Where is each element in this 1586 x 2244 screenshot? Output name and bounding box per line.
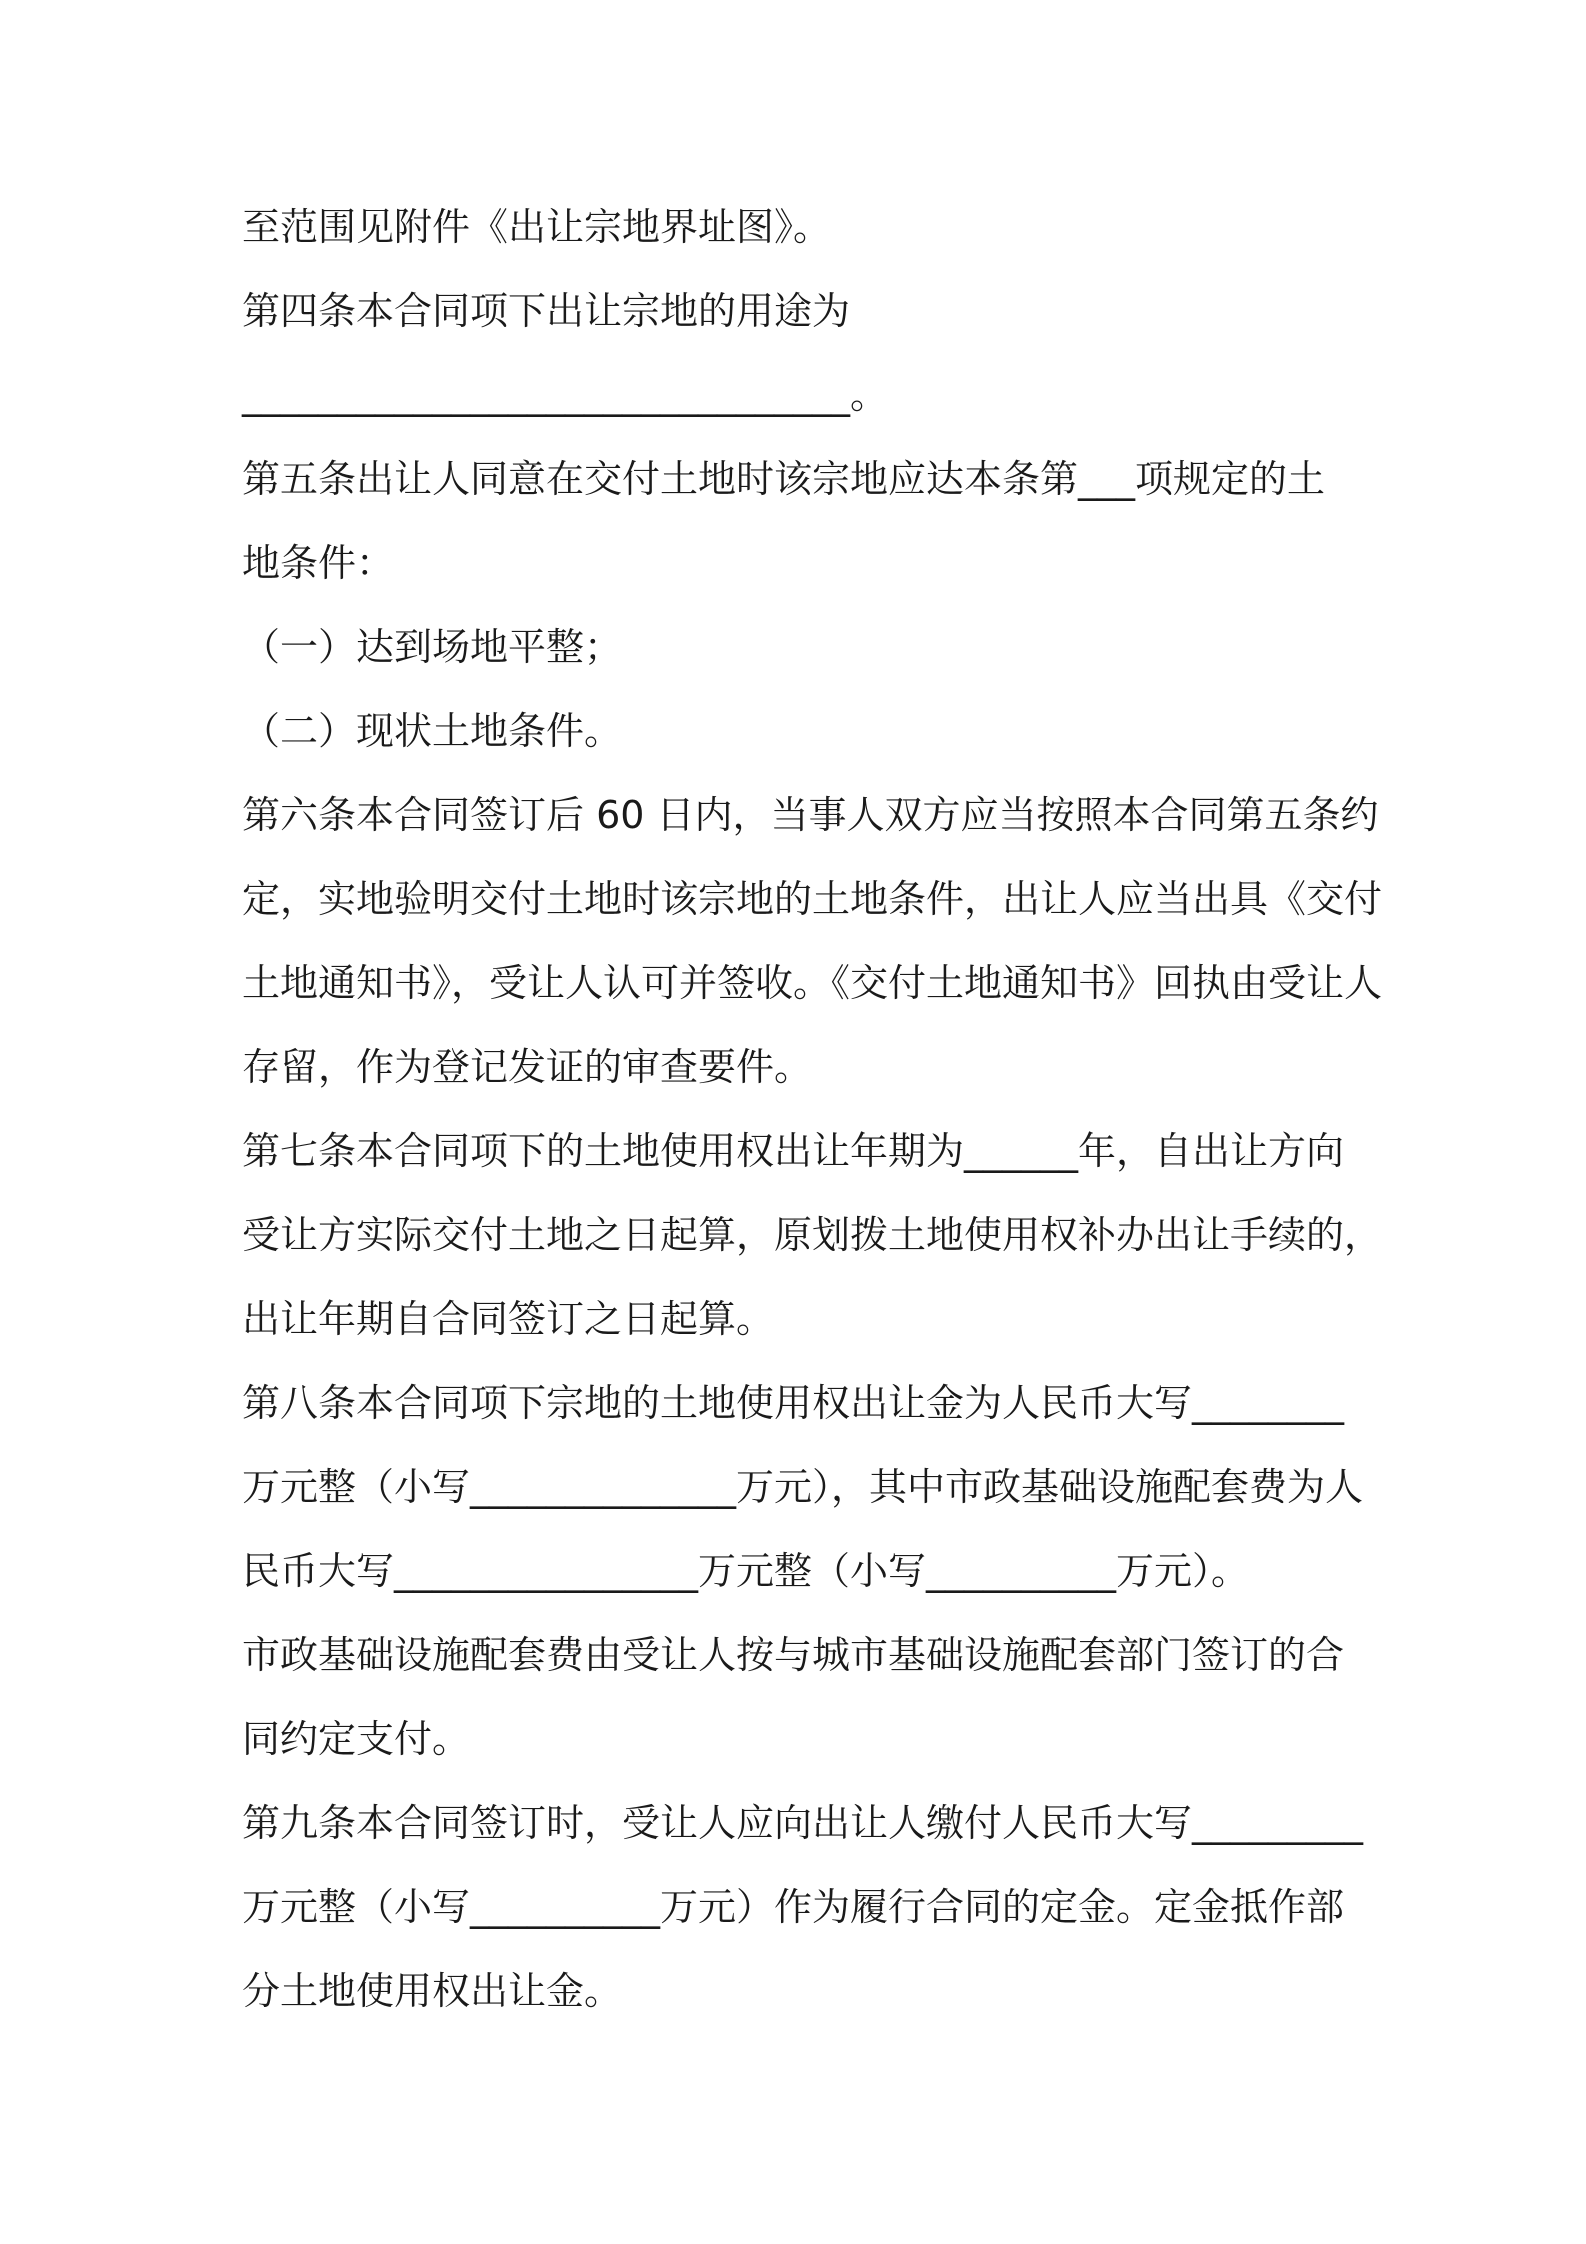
text-line: 万元整（小写______________万元），其中市政基础设施配套费为人: [242, 1465, 1364, 1509]
text-line: 第五条出让人同意在交付土地时该宗地应达本条第___项规定的土: [242, 457, 1326, 501]
text-line: 出让年期自合同签订之日起算。: [242, 1297, 775, 1341]
text-line: 受让方实际交付土地之日起算，原划拨土地使用权补办出让手续的，: [242, 1213, 1383, 1257]
text-line: ________________________________。: [242, 373, 889, 417]
text-line: （二）现状土地条件。: [242, 709, 623, 753]
text-line: 定，实地验明交付土地时该宗地的土地条件，出让人应当出具《交付: [242, 877, 1383, 921]
text-line: 第六条本合同签订后 60 日内，当事人双方应当按照本合同第五条约: [242, 793, 1379, 837]
text-line: 第八条本合同项下宗地的土地使用权出让金为人民币大写________: [242, 1381, 1345, 1425]
text-line: 民币大写________________万元整（小写__________万元）。: [242, 1549, 1250, 1593]
text-line: 万元整（小写__________万元）作为履行合同的定金。定金抵作部: [242, 1885, 1345, 1929]
text-line: （一）达到场地平整；: [242, 625, 623, 669]
text-line: 分土地使用权出让金。: [242, 1969, 623, 2013]
contract-text: [242, 185, 1383, 2033]
text-line: 市政基础设施配套费由受让人按与城市基础设施配套部门签订的合: [242, 1633, 1345, 1677]
text-line: 第四条本合同项下出让宗地的用途为: [242, 289, 851, 333]
text-line: 土地通知书》，受让人认可并签收。《交付土地通知书》回执由受让人: [242, 961, 1383, 1005]
text-line: 地条件：: [242, 541, 395, 585]
text-line: 第九条本合同签订时，受让人应向出让人缴付人民币大写_________: [242, 1801, 1364, 1845]
text-line: 同约定支付。: [242, 1717, 471, 1761]
text-line: 第七条本合同项下的土地使用权出让年期为______年，自出让方向: [242, 1129, 1345, 1173]
text-line: 至范围见附件《出让宗地界址图》。: [242, 205, 832, 249]
text-line: 存留，作为登记发证的审查要件。: [242, 1045, 813, 1089]
